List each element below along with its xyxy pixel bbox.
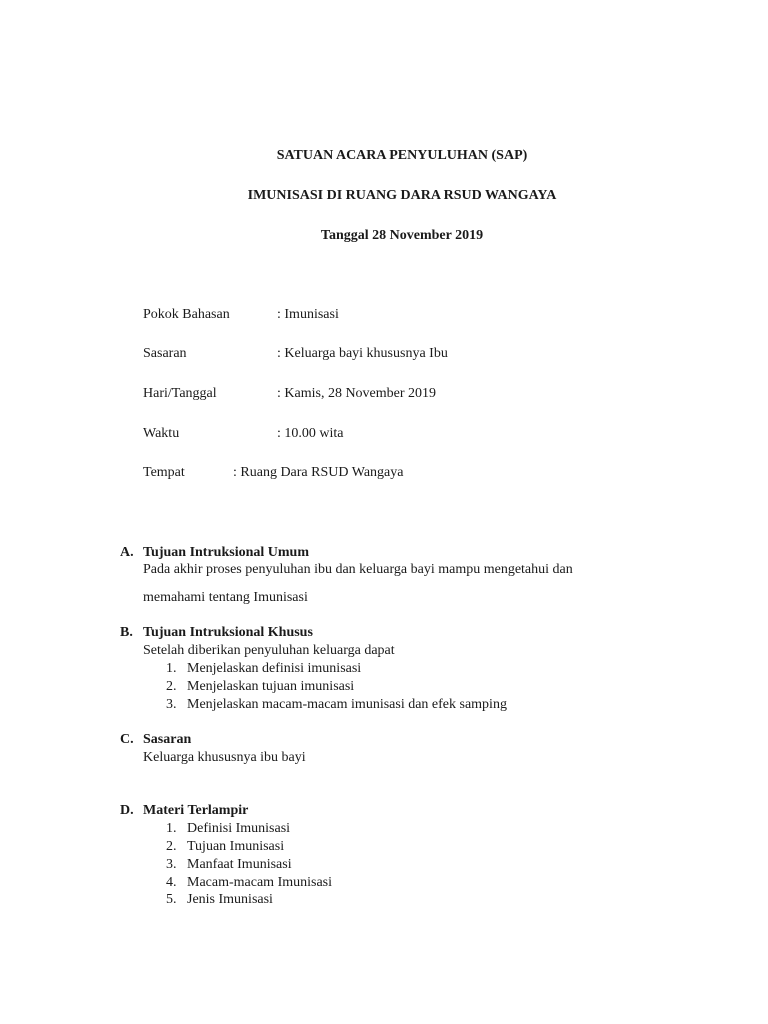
list-number: 5. [166,892,177,907]
section-letter: D. [120,803,134,818]
list-number: 4. [166,875,177,890]
section-a-text-line1: Pada akhir proses penyuluhan ibu dan keluarga bayi mampu mengetahui dan [143,562,573,577]
list-text: Tujuan Imunisasi [187,839,285,854]
info-value: : Kamis, 28 November 2019 [277,386,437,401]
list-text: Menjelaskan definisi imunisasi [187,661,362,676]
info-label: Hari/Tanggal [143,386,217,401]
section-a-text-line2: memahami tentang Imunisasi [143,590,308,605]
list-text: Menjelaskan macam-macam imunisasi dan efek samping [187,697,507,712]
list-number: 1. [166,821,177,836]
section-title: Tujuan Intruksional Khusus [143,625,313,640]
info-value: : Keluarga bayi khususnya Ibu [277,346,448,361]
list-text: Manfaat Imunisasi [187,857,292,872]
info-value: : 10.00 wita [277,426,344,441]
list-text: Macam-macam Imunisasi [187,875,333,890]
doc-subtitle: IMUNISASI DI RUANG DARA RSUD WANGAYA [247,188,557,203]
info-value: : Imunisasi [277,307,339,322]
list-number: 3. [166,857,177,872]
list-number: 2. [166,679,177,694]
info-label: Waktu [143,426,180,441]
section-letter: A. [120,545,134,560]
section-title: Sasaran [143,732,192,747]
list-number: 2. [166,839,177,854]
section-title: Materi Terlampir [143,803,249,818]
section-b-intro: Setelah diberikan penyuluhan keluarga dapat [143,643,395,658]
doc-date-title: Tanggal 28 November 2019 [320,228,484,243]
section-letter: B. [120,625,133,640]
info-label: Sasaran [143,346,187,361]
list-text: Menjelaskan tujuan imunisasi [187,679,355,694]
info-label: Pokok Bahasan [143,307,230,322]
list-number: 1. [166,661,177,676]
section-title: Tujuan Intruksional Umum [143,545,309,560]
section-c-text: Keluarga khususnya ibu bayi [143,750,306,765]
section-letter: C. [120,732,134,747]
info-value: : Ruang Dara RSUD Wangaya [233,465,404,480]
doc-title: SATUAN ACARA PENYULUHAN (SAP) [276,148,528,163]
info-label: Tempat [143,465,185,480]
list-text: Definisi Imunisasi [187,821,291,836]
list-text: Jenis Imunisasi [187,892,273,907]
list-number: 3. [166,697,177,712]
